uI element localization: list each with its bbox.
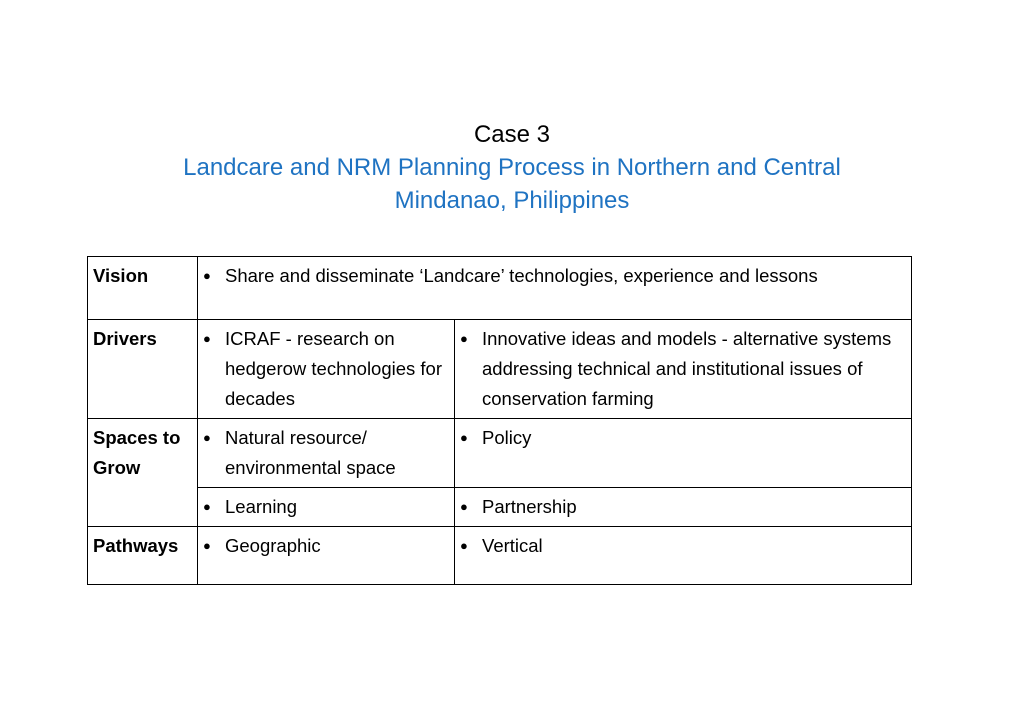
row-label-vision: Vision: [88, 257, 198, 320]
table-row-drivers: [88, 320, 912, 419]
bullet-icon: ●: [203, 268, 211, 283]
bullet-icon: ●: [203, 331, 211, 346]
list-item: [203, 531, 449, 561]
row-label-spaces-to-grow: Spaces to Grow: [88, 419, 198, 527]
bullet-icon: ●: [203, 538, 211, 553]
list-item: [460, 492, 906, 522]
spaces-left-text-2: Learning: [225, 496, 298, 517]
table-row-spaces-2: [88, 488, 912, 527]
bullet-icon: ●: [203, 499, 211, 514]
list-item: [203, 261, 906, 291]
table-row-pathways: [88, 527, 912, 585]
pathways-right-text: Vertical: [482, 535, 543, 556]
drivers-right-text: Innovative ideas and models - alternative systems addressing technical and institutional issues of conservation farming: [482, 328, 892, 409]
framework-table: [87, 256, 912, 585]
row-label-pathways: Pathways: [88, 527, 198, 585]
case-number: Case 3: [473, 121, 551, 148]
spaces-right-cell-2: [455, 488, 912, 527]
document-title-line-1: Landcare and NRM Planning Process in Northern and Central: [183, 154, 841, 181]
pathways-left-text: Geographic: [225, 535, 321, 556]
list-item: [460, 324, 906, 414]
spaces-right-cell-1: [455, 419, 912, 488]
table-row-vision: [88, 257, 912, 320]
table-row-spaces-1: [88, 419, 912, 488]
document-title-line-2: Mindanao, Philippines: [394, 187, 630, 214]
list-item: [460, 531, 906, 561]
spaces-left-text-1: Natural resource/ environmental space: [225, 427, 396, 478]
drivers-left-text: ICRAF - research on hedgerow technologies for decades: [225, 328, 443, 409]
row-label-drivers: Drivers: [88, 320, 198, 419]
bullet-icon: ●: [460, 499, 468, 514]
vision-cell: [198, 257, 912, 320]
spaces-left-cell-2: [198, 488, 455, 527]
bullet-icon: ●: [460, 538, 468, 553]
list-item: [460, 423, 906, 453]
bullet-icon: ●: [203, 430, 211, 445]
drivers-left-cell: [198, 320, 455, 419]
spaces-right-text-2: Partnership: [482, 496, 577, 517]
list-item: [203, 492, 449, 522]
pathways-left-cell: [198, 527, 455, 585]
bullet-icon: ●: [460, 331, 468, 346]
list-item: [203, 423, 449, 483]
bullet-icon: ●: [460, 430, 468, 445]
vision-text: Share and disseminate ‘Landcare’ technologies, experience and lessons: [225, 265, 818, 286]
pathways-right-cell: [455, 527, 912, 585]
list-item: [203, 324, 449, 414]
heading: [0, 118, 1024, 217]
spaces-left-cell-1: [198, 419, 455, 488]
drivers-right-cell: [455, 320, 912, 419]
spaces-right-text-1: Policy: [482, 427, 532, 448]
